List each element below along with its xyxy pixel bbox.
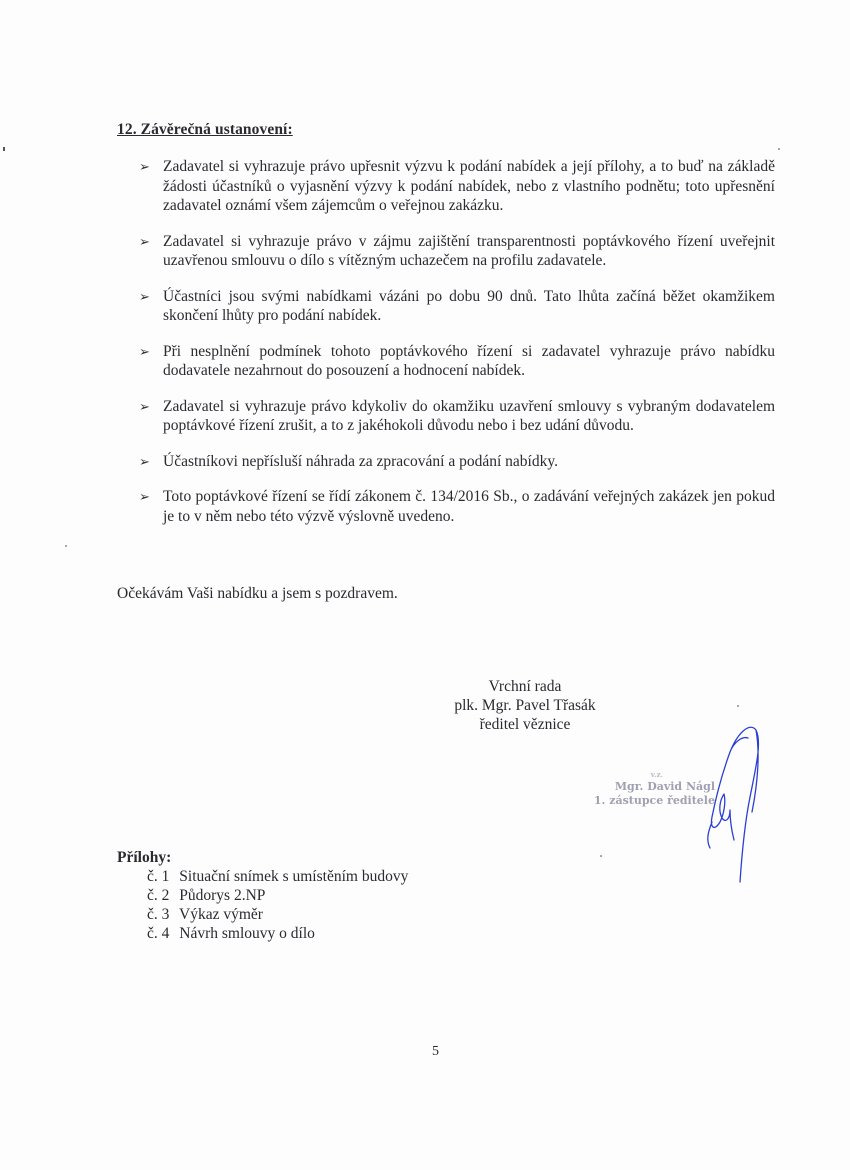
provision-text: Účastníci jsou svými nabídkami vázáni po dobu 90 dnů. Tato lhůta začíná běžet okamžikem skončení lhůty pro podání nabídek. xyxy=(163,287,775,324)
provisions-list xyxy=(139,157,775,542)
provision-item xyxy=(139,342,775,381)
attachments-title: Přílohy: xyxy=(117,849,172,866)
arrowhead-bullet-icon: ➢ xyxy=(139,233,150,249)
attachments-list xyxy=(117,867,408,943)
signature-block xyxy=(440,677,610,734)
handwritten-signature-icon xyxy=(690,722,770,887)
provision-item xyxy=(139,287,775,326)
arrowhead-bullet-icon: ➢ xyxy=(139,343,150,359)
page-number: 5 xyxy=(432,1044,439,1059)
provision-text: Zadavatel si vyhrazuje právo kdykoliv do okamžiku uzavření smlouvy s vybraným dodavatelem poptávkové řízení zrušit, a to z jakéhokoli důvodu nebo i bez udání důvodu. xyxy=(163,397,775,434)
attachment-item xyxy=(147,905,408,924)
attachment-item xyxy=(147,924,408,943)
arrowhead-bullet-icon: ➢ xyxy=(139,159,150,174)
provision-item xyxy=(139,397,775,436)
attachment-number: č. 4 xyxy=(147,925,170,942)
arrowhead-bullet-icon: ➢ xyxy=(139,288,150,304)
attachment-label: Půdorys 2.NP xyxy=(179,887,266,904)
closing-line: Očekávám Vaši nabídku a jsem s pozdravem. xyxy=(117,585,398,602)
provision-text: Při nesplnění podmínek tohoto poptávkového řízení si zadavatel vyhrazuje právo nabídku dodavatele nezahrnout do posouzení a hodnocení nabídek. xyxy=(163,342,775,379)
section-heading: 12. Závěrečná ustanovení: xyxy=(117,121,293,138)
scan-artifact xyxy=(3,147,5,151)
provision-text: Zadavatel si vyhrazuje právo v zájmu zajištění transparentnosti poptávkového řízení uveřejnit uzavřenou smlouvu o dílo s vítězným uchazečem na profilu zadavatele. xyxy=(163,232,775,269)
provision-text: Účastníkovi nepřísluší náhrada za zpracování a podání nabídky. xyxy=(163,452,558,470)
provision-item xyxy=(139,452,775,472)
attachment-number: č. 2 xyxy=(147,887,170,904)
provision-text: Zadavatel si vyhrazuje právo upřesnit výzvu k podání nabídek a její přílohy, a to buď na základě žádosti účastníků o vyjasnění výzvy k podání nabídek, nebo z vlastního podnětu; toto upřesnění zadavatel oznámí všem zájemcům o veřejnou zakázku. xyxy=(163,158,775,214)
attachment-number: č. 1 xyxy=(147,868,170,885)
attachments-section xyxy=(117,848,408,943)
attachment-label: Situační snímek s umístěním budovy xyxy=(179,868,409,885)
scan-artifact xyxy=(65,545,67,547)
provision-item xyxy=(139,487,775,526)
arrowhead-bullet-icon: ➢ xyxy=(139,398,150,414)
stamp-role: 1. zástupce ředitele xyxy=(593,794,715,807)
arrowhead-bullet-icon: ➢ xyxy=(139,489,150,504)
arrowhead-bullet-icon: ➢ xyxy=(139,453,150,469)
scan-artifact xyxy=(600,855,602,857)
attachment-number: č. 3 xyxy=(147,906,170,923)
provision-text: Toto poptávkové řízení se řídí zákonem č. 134/2016 Sb., o zadávání veřejných zakázek jen pokud je to v něm nebo této výzvě výslovně uvedeno. xyxy=(163,488,775,525)
scan-artifact xyxy=(778,148,780,150)
scan-artifact xyxy=(737,705,739,707)
attachment-label: Výkaz výměr xyxy=(179,906,263,923)
signatory-name: plk. Mgr. Pavel Třasák xyxy=(454,697,596,714)
attachment-item xyxy=(147,867,408,886)
attachment-item xyxy=(147,886,408,905)
stamp-name: Mgr. David Nágl xyxy=(614,780,715,793)
signatory-title: ředitel věznice xyxy=(479,716,571,733)
attachment-label: Návrh smlouvy o dílo xyxy=(179,925,315,942)
provision-item xyxy=(139,232,775,271)
provision-item xyxy=(139,157,775,216)
signatory-rank: Vrchní rada xyxy=(488,678,562,695)
stamp-top-text: v.z. xyxy=(650,770,663,779)
